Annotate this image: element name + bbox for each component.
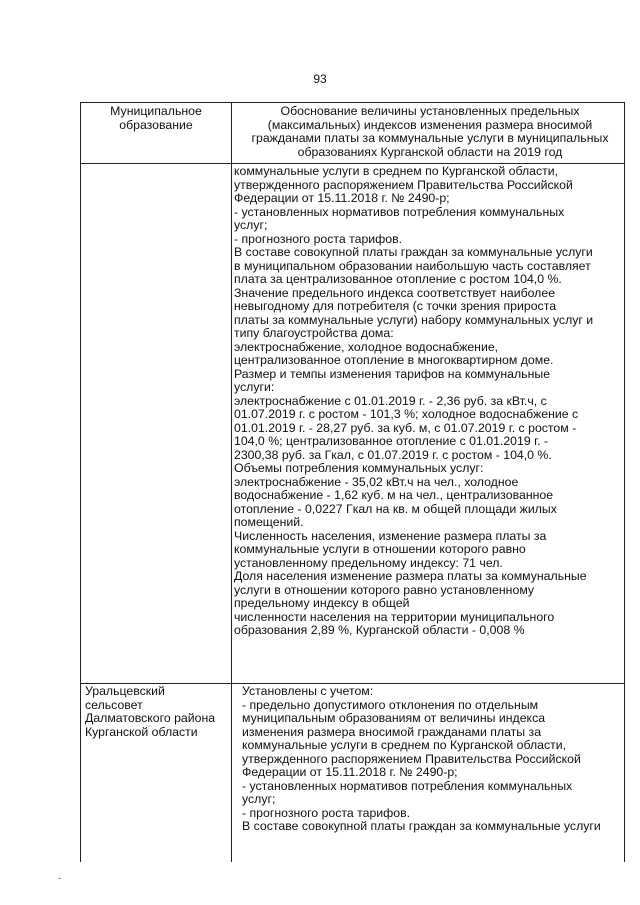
- header-municipality: Муниципальное образование: [110, 104, 202, 132]
- row2-municipality-name: Уральцевский сельсовет Далматовского района Курганской области: [85, 684, 216, 739]
- row1-justification-text: коммунальные услуги в среднем по Курганской области, утвержденного распоряжением Правительства Российской Федерации от 15.11.2018 г. № 2490-р; - установленных нормативов потребления коммунальных услуг; - прогнозного роста тарифов. В составе совокупной платы граждан за коммунальные услуги в муниципальном образовании наибольшую часть составляет плата за централизованное отопление с ростом 104,0 %. Значение предельного индекса соответствует наиболее невыгодному для потребителя (с точки зрения прироста платы за коммунальные услуги) набору коммунальных услуг и типу благоустройства дома: электроснабжение, холодное водоснабжение, централизованное отопление в многоквартирном доме. Размер и темпы изменения тарифов на коммунальные услуги: электроснабжение с 01.01.2019 г. - 2,36 руб. за кВт.ч, с 01.07.2019 г. с ростом - 101,3 %; холодное водоснабжение с 01.01.2019 г. - 28,27 руб. за куб. м, с 01.07.2019 г. с ростом - 104,0 %; централизованное отопление с 01.01.2019 г. - 2300,38 руб. за Гкал, с 01.07.2019 г. с ростом - 104,0 %. Объемы потребления коммунальных услуг: электроснабжение - 35,02 кВт.ч на чел., холодное водоснабжение - 1,62 куб. м на чел., централизованное отопление - 0,0227 Гкал на кв. м общей площади жилых помещений. Численность населения, изменение размера платы за коммунальные услуги в отношении которого равно установленному предельному индексу: 71 чел. Доля населения изменение размера платы за коммунальные услуги в отношении которого равно установленному предельному индексу в общей численности населения на территории муниципального образования 2,89 %, Курганской области - 0,008 %: [234, 164, 594, 637]
- row2-justification-text: Установлены с учетом: - предельно допустимого отклонения по отдельным муниципальным образованиям от величины индекса изменения размера вносимой гражданами платы за коммунальные услуги в среднем по Курганской области, утвержденного распоряжением Правительства Российской Федерации от 15.11.2018 г. № 2490-р; - установленных нормативов потребления коммунальных услуг; - прогнозного роста тарифов. В составе совокупной платы граждан за коммунальные услуги: [242, 684, 601, 833]
- document-table: [80, 102, 625, 862]
- header-justification: Обоснование величины установленных предельных (максимальных) индексов изменения размера вносимой гражданами платы за коммунальные услуги в муниципальных образованиях Курганской области на 2019 год: [251, 104, 609, 159]
- scan-mark: [58, 878, 61, 879]
- column-divider: [231, 103, 232, 862]
- page-number: 93: [313, 72, 327, 86]
